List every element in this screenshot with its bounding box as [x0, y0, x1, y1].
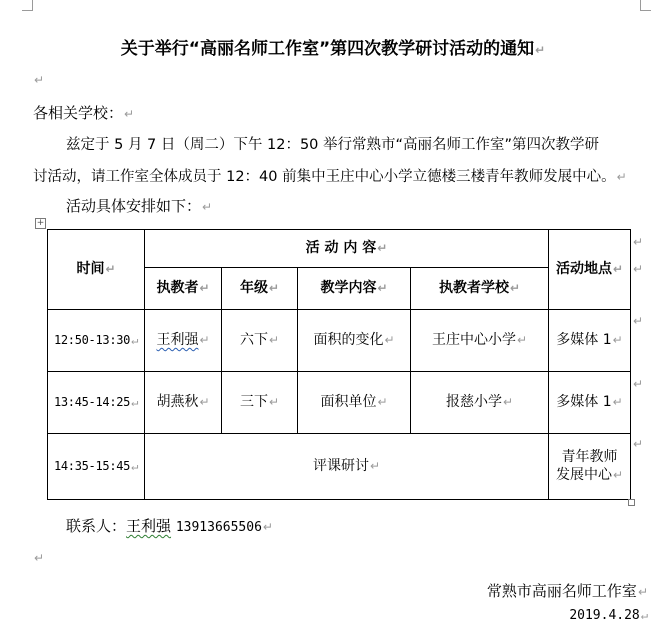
date-text: 2019.4.28 — [569, 608, 640, 623]
table-row — [48, 372, 631, 434]
cell-mark-icon: ↵ — [612, 332, 623, 347]
header-time[interactable] — [48, 230, 145, 310]
empty-paragraph — [33, 548, 44, 566]
cell-time[interactable] — [48, 372, 145, 434]
signature — [487, 580, 648, 601]
subheader-content-text: 教学内容 — [320, 279, 377, 296]
row-end-mark-icon: ↵ — [633, 377, 644, 391]
cell-mark-icon: ↵ — [131, 459, 139, 473]
cell-time-text: 12:50-13:30 — [53, 333, 131, 347]
salutation — [33, 102, 134, 123]
cell-review-location-line1: 青年教师 — [561, 449, 618, 465]
contact-name: 王利强 — [126, 517, 172, 535]
paragraph-mark-icon: ↵ — [202, 200, 213, 214]
row-end-mark-icon: ↵ — [633, 262, 644, 276]
contact-phone: 13913665506 — [175, 520, 262, 535]
cell-location-text: 多媒体 1 — [556, 393, 612, 410]
cell-school-text: 王庄中心小学 — [431, 331, 516, 348]
signature-text: 常熟市高丽名师工作室 — [486, 582, 637, 600]
cell-content[interactable] — [298, 372, 411, 434]
body-line-1 — [66, 133, 599, 154]
row-end-mark-icon: ↵ — [633, 437, 644, 451]
table-resize-handle-icon[interactable] — [628, 499, 635, 506]
contact-label: 联系人： — [66, 517, 127, 535]
page-margin-corner-right — [640, 0, 651, 11]
table-move-handle-icon[interactable]: + — [36, 218, 45, 228]
cell-location-text: 多媒体 1 — [556, 331, 612, 348]
paragraph-mark-icon: ↵ — [262, 520, 273, 534]
cell-mark-icon: ↵ — [369, 458, 381, 473]
cell-mark-icon: ↵ — [612, 394, 623, 409]
cell-content-text: 面积单位 — [320, 393, 377, 410]
cell-mark-icon: ↵ — [199, 394, 210, 409]
cell-time-text: 13:45-14:25 — [53, 395, 131, 409]
cell-school-text: 报慈小学 — [445, 393, 502, 410]
paragraph-mark-icon: ↵ — [616, 170, 627, 184]
header-time-text: 时间 — [76, 260, 105, 277]
cell-location[interactable] — [549, 310, 631, 372]
cell-mark-icon: ↵ — [377, 394, 388, 409]
document-date — [569, 608, 648, 623]
cell-review-location[interactable] — [549, 434, 631, 500]
paragraph-mark-icon: ↵ — [640, 608, 648, 622]
cell-review-activity-text: 评课研讨 — [312, 457, 369, 474]
header-location[interactable] — [549, 230, 631, 310]
table-row-review — [48, 434, 631, 500]
subheader-grade[interactable] — [222, 268, 298, 310]
subheader-school-text: 执教者学校 — [438, 279, 509, 296]
schedule-intro — [66, 195, 212, 216]
table-row — [48, 310, 631, 372]
cell-mark-icon: ↵ — [131, 395, 139, 409]
cell-review-location-line2: 发展中心 — [555, 466, 612, 483]
table-header-row — [48, 230, 631, 268]
cell-grade-text: 三下 — [239, 393, 268, 410]
cell-mark-icon: ↵ — [516, 332, 528, 347]
cell-teacher-text: 王利强 — [156, 331, 199, 348]
cell-time[interactable] — [48, 310, 145, 372]
cell-mark-icon: ↵ — [199, 332, 210, 347]
cell-content[interactable] — [298, 310, 411, 372]
row-end-mark-icon: ↵ — [633, 235, 644, 249]
cell-time-text: 14:35-15:45 — [53, 459, 131, 473]
body-line-2 — [33, 165, 627, 186]
page-margin-corner-left — [22, 0, 33, 11]
cell-mark-icon: ↵ — [268, 280, 280, 295]
cell-grade[interactable] — [222, 372, 298, 434]
subheader-school[interactable] — [411, 268, 549, 310]
schedule-table — [47, 229, 631, 500]
cell-content-text: 面积的变化 — [313, 331, 384, 348]
cell-teacher-text: 胡燕秋 — [156, 393, 199, 410]
cell-mark-icon: ↵ — [105, 261, 116, 276]
cell-mark-icon: ↵ — [612, 261, 624, 276]
body-line-2-text: 讨活动，请工作室全体成员于 12：40 前集中王庄中心小学立德楼三楼青年教师发展中心。 — [33, 169, 616, 185]
cell-mark-icon: ↵ — [377, 240, 388, 255]
cell-mark-icon: ↵ — [268, 394, 280, 409]
paragraph-mark-icon: ↵ — [34, 73, 45, 87]
cell-mark-icon: ↵ — [509, 280, 521, 295]
header-location-text: 活动地点 — [555, 260, 612, 277]
cell-mark-icon: ↵ — [384, 332, 395, 347]
cell-school[interactable] — [411, 372, 549, 434]
cell-mark-icon: ↵ — [612, 467, 624, 482]
cell-school[interactable] — [411, 310, 549, 372]
subheader-teacher[interactable] — [145, 268, 222, 310]
cell-mark-icon: ↵ — [131, 333, 139, 347]
salutation-text: 各相关学校： — [33, 104, 124, 122]
subheader-teacher-text: 执教者 — [156, 279, 199, 296]
cell-teacher[interactable] — [145, 310, 222, 372]
cell-mark-icon: ↵ — [199, 280, 210, 295]
cell-review-activity[interactable] — [145, 434, 549, 500]
header-activity[interactable] — [145, 230, 549, 268]
title-text: 关于举行“高丽名师工作室”第四次教学研讨活动的通知 — [120, 39, 535, 59]
subheader-grade-text: 年级 — [239, 279, 268, 296]
cell-mark-icon: ↵ — [268, 332, 280, 347]
row-end-mark-icon: ↵ — [633, 314, 644, 328]
paragraph-mark-icon: ↵ — [637, 585, 648, 599]
subheader-content[interactable] — [298, 268, 411, 310]
cell-teacher[interactable] — [145, 372, 222, 434]
cell-time[interactable] — [48, 434, 145, 500]
body-line-1-text: 兹定于 5 月 7 日（周二）下午 12：50 举行常熟市“高丽名师工作室”第四次教学研 — [66, 137, 600, 153]
paragraph-mark-icon: ↵ — [535, 43, 546, 57]
empty-paragraph — [33, 70, 44, 88]
cell-grade[interactable] — [222, 310, 298, 372]
document-title — [0, 34, 666, 59]
cell-location[interactable] — [549, 372, 631, 434]
schedule-intro-text: 活动具体安排如下： — [66, 197, 202, 215]
cell-mark-icon: ↵ — [377, 280, 388, 295]
cell-mark-icon: ↵ — [502, 394, 514, 409]
header-activity-text: 活 动 内 容 — [305, 239, 377, 256]
cell-grade-text: 六下 — [239, 331, 268, 348]
paragraph-mark-icon: ↵ — [34, 551, 45, 565]
paragraph-mark-icon: ↵ — [124, 107, 135, 121]
contact-line — [66, 515, 273, 536]
